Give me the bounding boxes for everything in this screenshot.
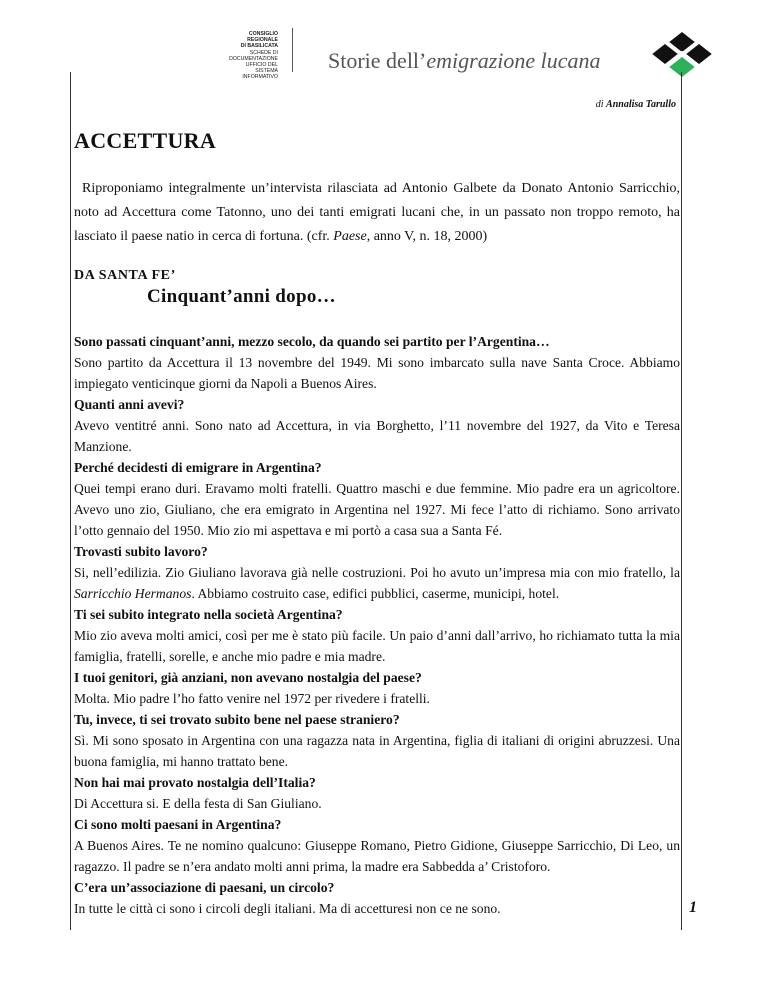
question: C’era un’associazione di paesani, un circolo? [74,880,335,895]
intro-text-end: , anno V, n. 18, 2000) [366,229,488,244]
question: Ci sono molti paesani in Argentina? [74,817,282,832]
question: Trovasti subito lavoro? [74,544,208,559]
byline-author: Annalisa Tarullo [606,99,676,110]
question: Ti sei subito integrato nella società Argentina? [74,607,343,622]
left-margin-rule [70,72,71,930]
series-title-prefix: Storie dell’ [328,48,427,73]
answer: Quei tempi erano duri. Eravamo molti fratelli. Quattro maschi e due femmine. Mio padre era un agricoltore. Avevo uno zio, Giuliano, che era emigrato in Argentina nel 1927. Mi fece l’atto di richiamo. Sono arrivato l’otto gennaio del 1950. Mio zio mi aspettava e mi portò a casa sua a Santa Fé. [74,481,680,538]
answer-text: Si, nell’edilizia. Zio Giuliano lavorava già nelle costruzioni. Poi ho avuto un’impresa mia con mio fratello, la [74,565,680,580]
council-line: UFFICIO DEL [245,62,278,69]
council-line: SCHEDE DI [249,49,278,56]
council-line: DI BASILICATA [240,43,278,50]
question: Quanti anni avevi? [74,397,185,412]
answer: Di Accettura si. E della festa di San Giuliano. [74,796,322,811]
answer: A Buenos Aires. Te ne nomino qualcuno: Giuseppe Romano, Pietro Gidione, Giuseppe Sarricchio, Di Leo, un ragazzo. Il padre se n’era andato molti anni prima, la madre era Sabbedda a’ Cristoforo. [74,838,680,874]
answer [74,562,680,604]
answer: Sì. Mi sono sposato in Argentina con una ragazza nata in Argentina, figlia di italiani di origini abruzzesi. Una buona famiglia, mi hanno trattato bene. [74,733,680,769]
intro-paragraph [74,177,680,249]
answer: Avevo ventitré anni. Sono nato ad Accettura, in via Borghetto, l’11 novembre del 1927, da Vito e Teresa Manzione. [74,418,680,454]
section-title: Cinquant’anni dopo… [147,286,336,307]
question: Perché decidesti di emigrare in Argentina? [74,460,322,475]
company-name: Sarricchio Hermanos [74,586,192,601]
question: Non hai mai provato nostalgia dell’Italia? [74,775,316,790]
question: Tu, invece, ti sei trovato subito bene nel paese straniero? [74,712,400,727]
council-line: SISTEMA INFORMATIVO [242,68,278,81]
answer: Mio zio aveva molti amici, così per me è stato più facile. Un paio d’anni dall’arrivo, ho richiamato tutta la mia famiglia, fratelli, sorelle, e anche mio padre e mia madre. [74,628,680,664]
council-masthead [226,31,278,81]
answer: Sono partito da Accettura il 13 novembre del 1949. Mi sono imbarcato sulla nave Santa Croce. Abbiamo impiegato venticinque giorni da Napoli a Buenos Aires. [74,355,680,391]
intro-source-title: Paese [333,229,367,244]
council-line: CONSIGLIO REGIONALE [247,31,278,44]
regional-logo-icon [649,30,715,78]
series-title-italic: emigrazione lucana [426,48,601,73]
answer: In tutte le città ci sono i circoli degli italiani. Ma di accetturesi non ce ne sono. [74,901,501,916]
answer: Molta. Mio padre l’ho fatto venire nel 1972 per rivedere i fratelli. [74,691,430,706]
section-label: DA SANTA FE’ [74,268,176,283]
header-divider [292,28,293,72]
answer-text-end: . Abbiamo costruito case, edifici pubblici, caserme, municipi, hotel. [191,586,560,601]
question: I tuoi genitori, già anziani, non avevano nostalgia del paese? [74,670,422,685]
series-title [328,48,601,74]
byline-prefix: di [595,99,604,110]
logo-center-dot [679,51,685,57]
question: Sono passati cinquant’anni, mezzo secolo, da quando sei partito per l’Argentina… [74,334,550,349]
right-margin-rule [681,72,682,930]
page-number: 1 [689,899,697,916]
interview-body [74,331,680,919]
article-title: ACCETTURA [74,128,217,153]
intro-text: Riproponiamo integralmente un’intervista rilasciata ad Antonio Galbete da Donato Antonio Sarricchio, noto ad Accettura come Tatonno, uno dei tanti emigrati lucani che, in un passato non troppo remoto, ha lasciato il paese natio in cerca di fortuna. (cfr. [74,181,680,244]
byline [450,99,676,110]
council-line: DOCUMENTAZIONE [229,55,278,62]
